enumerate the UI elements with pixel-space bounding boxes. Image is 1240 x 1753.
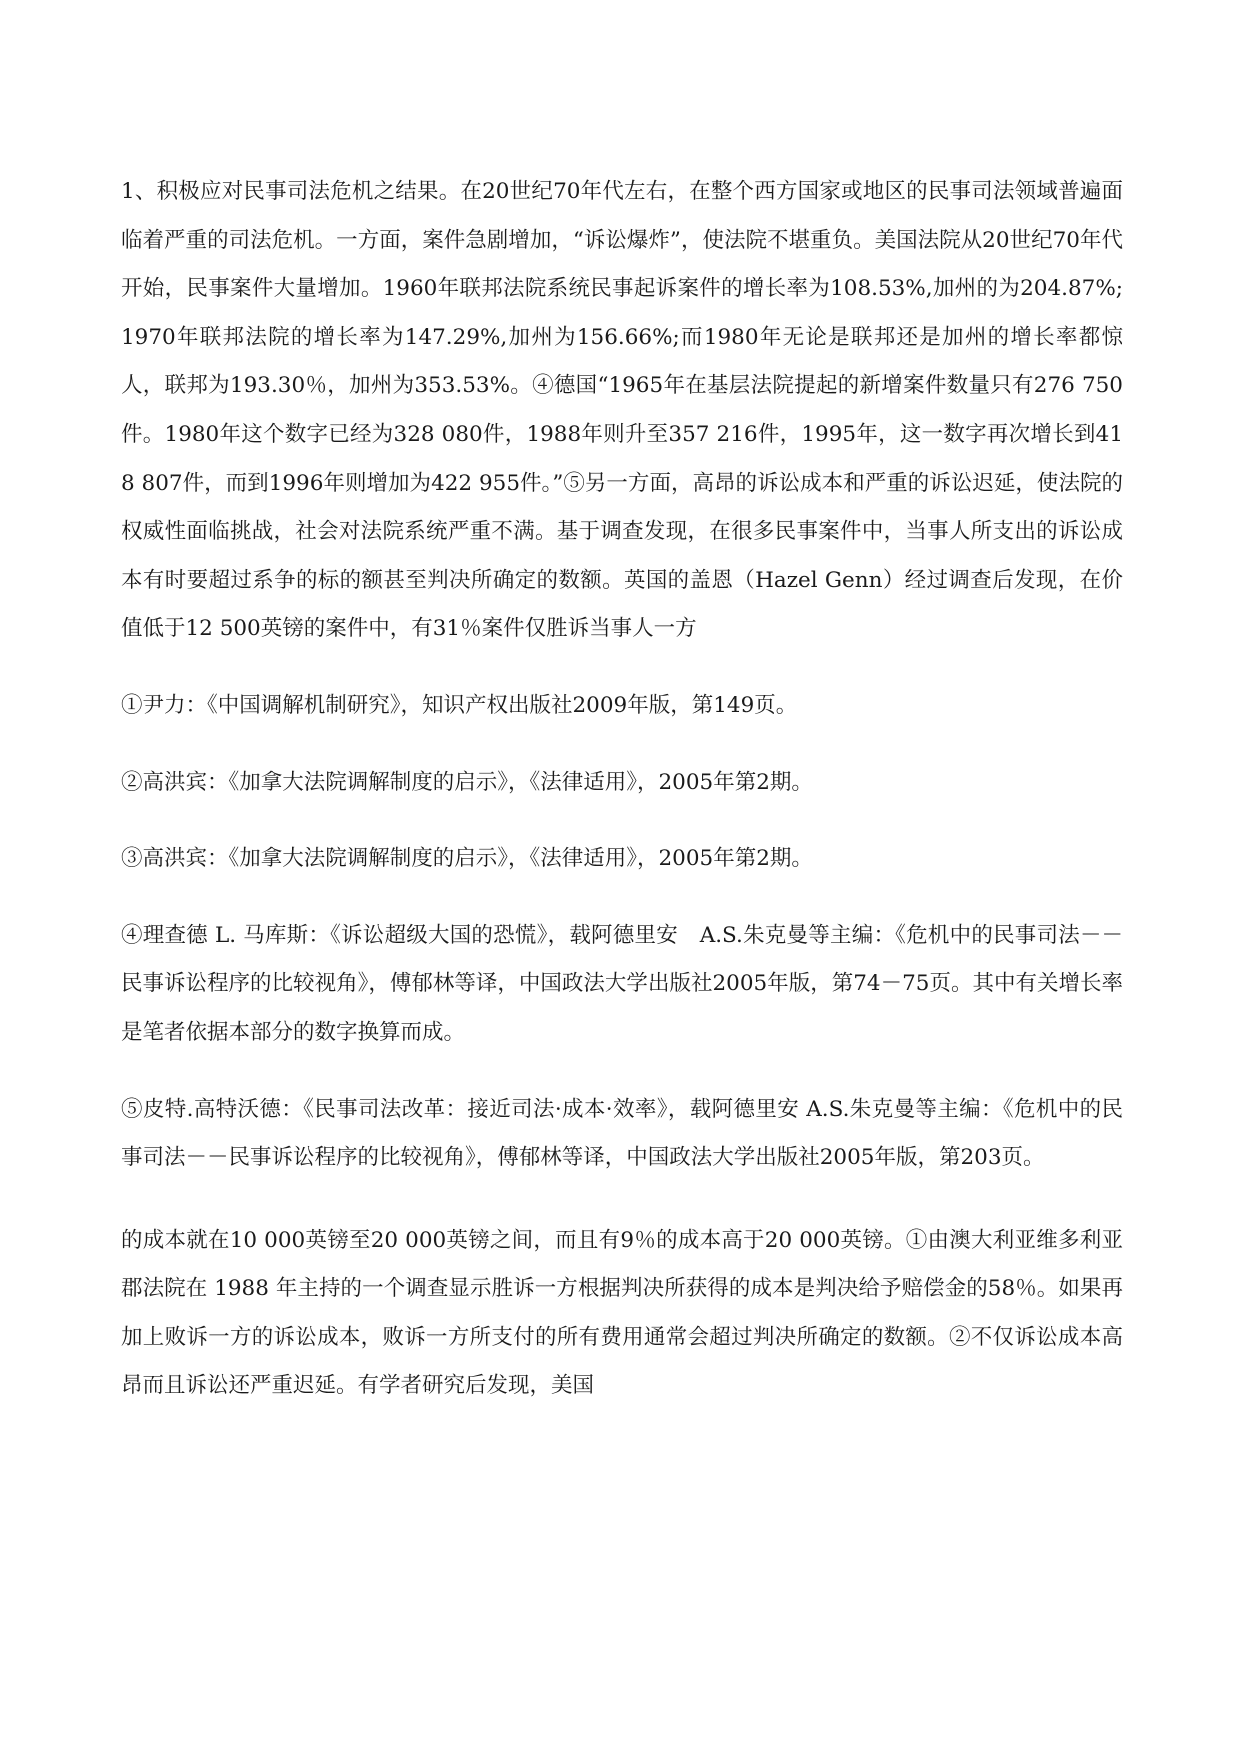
footnote-3: ③高洪宾：《加拿大法院调解制度的启示》，《法律适用》，2005年第2期。 [121, 846, 813, 872]
body-paragraph: 1、积极应对民事司法危机之结果。在20世纪70年代左右，在整个西方国家或地区的民事司法领域普遍面临着严重的司法危机。一方面，案件急剧增加，“诉讼爆炸”，使法院不堪重负。美国法院从20世纪70年代开始，民事案件大量增加。1960年联邦法院系统民事起诉案件的增长率为108.53%,加州的为204.87%;1970年联邦法院的增长率为147.29%,加州为156.66%;而1980年无论是联邦还是加州的增长率都惊人，联邦为193.30％，加州为353.53%。④德国“1965年在基层法院提起的新增案件数量只有276 750件。1980年这个数字已经为328 080件，1988年则升至357 216件，1995年，这一数字再次增长到418 807件，而到1996年则增加为422 955件。”⑤另一方面，高昂的诉讼成本和严重的诉讼迟延，使法院的权威性面临挑战，社会对法院系统严重不满。基于调查发现，在很多民事案件中，当事人所支出的诉讼成本有时要超过系争的标的额甚至判决所确定的数额。英国的盖恩（Hazel Genn）经过调查后发现，在价值低于12 500英镑的案件中，有31％案件仅胜诉当事人一方 [121, 179, 1123, 642]
footnote-5: ⑤皮特.高特沃德：《民事司法改革：接近司法·成本·效率》，载阿德里安 A.S.朱克曼等主编：《危机中的民事司法－－民事诉讼程序的比较视角》，傅郁林等译，中国政法大学出版社2005年版，第203页。 [121, 1096, 1123, 1171]
footnote-2: ②高洪宾：《加拿大法院调解制度的启示》，《法律适用》，2005年第2期。 [121, 769, 813, 795]
footnote-1: ①尹力：《中国调解机制研究》，知识产权出版社2009年版，第149页。 [121, 692, 798, 718]
body-paragraph-continued: 的成本就在10 000英镑至20 000英镑之间，而且有9％的成本高于20 000英镑。①由澳大利亚维多利亚郡法院在 1988 年主持的一个调查显示胜诉一方根据判决所获得的成本是判决给予赔偿金的58％。如果再加上败诉一方的诉讼成本，败诉一方所支付的所有费用通常会超过判决所确定的数额。②不仅诉讼成本高昂而且诉讼还严重迟延。有学者研究后发现，美国 [121, 1227, 1123, 1399]
footnote-4: ④理查德 L. 马库斯：《诉讼超级大国的恐慌》，载阿德里安 A.S.朱克曼等主编：《危机中的民事司法－－民事诉讼程序的比较视角》，傅郁林等译，中国政法大学出版社2005年版，第74－75页。其中有关增长率是笔者依据本部分的数字换算而成。 [121, 922, 1123, 1045]
footnotes [121, 682, 1123, 1183]
